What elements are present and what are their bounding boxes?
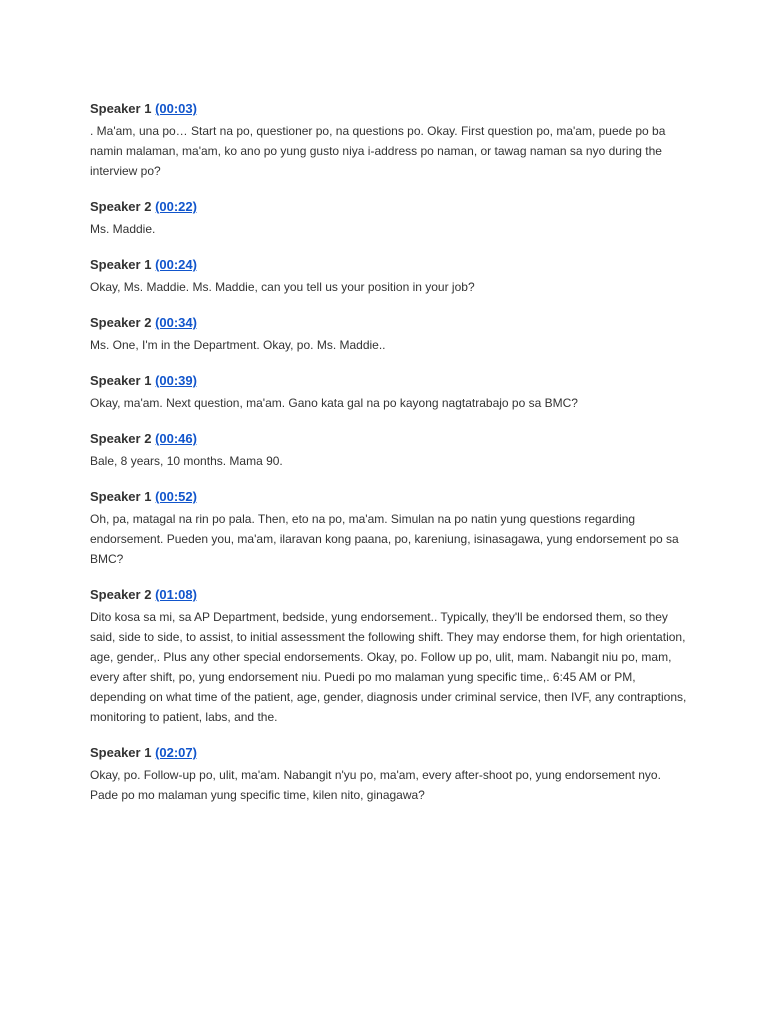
transcript-entry — [90, 431, 690, 471]
transcript-entry — [90, 101, 690, 181]
speaker-line — [90, 199, 690, 215]
transcript-entry — [90, 745, 690, 805]
transcript — [90, 101, 690, 823]
utterance-text: Okay, ma'am. Next question, ma'am. Gano kata gal na po kayong nagtatrabajo po sa BMC? — [90, 396, 578, 410]
utterance-text: Oh, pa, matagal na rin po pala. Then, eto na po, ma'am. Simulan na po natin yung questions regarding endorsement. Pueden you, ma'am, ilaravan kong paana, po, kareniung, isinasagawa, yung endorsement po sa BMC? — [90, 512, 679, 566]
utterance-text: Ms. Maddie. — [90, 222, 156, 236]
timestamp-link[interactable]: (01:08) — [155, 587, 197, 602]
transcript-entry — [90, 489, 690, 569]
speaker-name: Speaker 1 — [90, 489, 152, 504]
utterance-text: Dito kosa sa mi, sa AP Department, bedside, yung endorsement.. Typically, they'll be endorsed them, so they said, side to side, to assist, to initial assessment the following shift. They may endorse them, for high orientation, age, gender,. Plus any other special endorsements. Okay, po. Follow up po, ulit, mam. Nabangit niu po, mam, every after shift, po, yung endorsement niu. Puedi po mo malaman yung specific time,. 6:45 AM or PM, depending on what time of the patient, age, gender, diagnosis under criminal service, then IVF, any contraptions, monitoring to patient, labs, and the. — [90, 610, 687, 724]
utterance-text: Okay, po. Follow-up po, ulit, ma'am. Nabangit n'yu po, ma'am, every after-shoot po, yung endorsement nyo. Pade po mo malaman yung specific time, kilen nito, ginagawa? — [90, 768, 661, 802]
speaker-line — [90, 315, 690, 331]
speaker-name: Speaker 2 — [90, 199, 152, 214]
transcript-entry — [90, 257, 690, 297]
speaker-line — [90, 431, 690, 447]
timestamp-link[interactable]: (00:22) — [155, 199, 197, 214]
speaker-name: Speaker 2 — [90, 431, 152, 446]
transcript-entry — [90, 315, 690, 355]
utterance-text: Bale, 8 years, 10 months. Mama 90. — [90, 454, 283, 468]
speaker-name: Speaker 1 — [90, 373, 152, 388]
speaker-line — [90, 745, 690, 761]
timestamp-link[interactable]: (00:24) — [155, 257, 197, 272]
speaker-name: Speaker 1 — [90, 101, 152, 116]
speaker-name: Speaker 2 — [90, 587, 152, 602]
speaker-line — [90, 101, 690, 117]
speaker-line — [90, 489, 690, 505]
speaker-line — [90, 587, 690, 603]
timestamp-link[interactable]: (00:52) — [155, 489, 197, 504]
timestamp-link[interactable]: (00:39) — [155, 373, 197, 388]
speaker-name: Speaker 1 — [90, 745, 152, 760]
transcript-entry — [90, 199, 690, 239]
transcript-entry — [90, 587, 690, 727]
timestamp-link[interactable]: (00:46) — [155, 431, 197, 446]
speaker-name: Speaker 2 — [90, 315, 152, 330]
utterance-text: Ms. One, I'm in the Department. Okay, po. Ms. Maddie.. — [90, 338, 386, 352]
timestamp-link[interactable]: (02:07) — [155, 745, 197, 760]
timestamp-link[interactable]: (00:34) — [155, 315, 197, 330]
transcript-entry — [90, 373, 690, 413]
timestamp-link[interactable]: (00:03) — [155, 101, 197, 116]
speaker-name: Speaker 1 — [90, 257, 152, 272]
speaker-line — [90, 373, 690, 389]
speaker-line — [90, 257, 690, 273]
utterance-text: . Ma'am, una po… Start na po, questioner po, na questions po. Okay. First question po, ma'am, puede po ba namin malaman, ma'am, ko ano po yung gusto niya i-address po naman, or tawag naman sa nyo during the interview po? — [90, 124, 666, 178]
utterance-text: Okay, Ms. Maddie. Ms. Maddie, can you tell us your position in your job? — [90, 280, 475, 294]
